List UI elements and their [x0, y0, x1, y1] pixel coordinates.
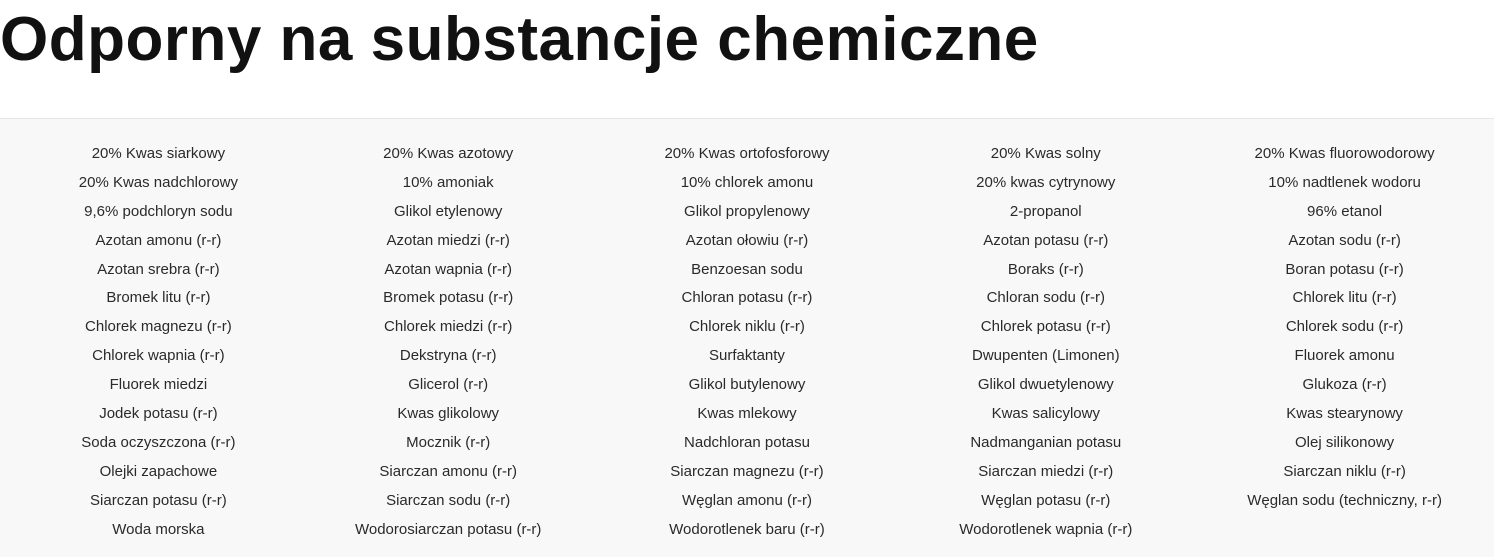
chemical-item: Azotan miedzi (r-r)	[386, 231, 510, 249]
chemical-item: Chlorek magnezu (r-r)	[85, 318, 232, 336]
chemical-item: Dwupenten (Limonen)	[971, 347, 1120, 365]
chemical-item: Węglan sodu (techniczny, r-r)	[1247, 491, 1442, 509]
chemical-item: Glukoza (r-r)	[1302, 376, 1387, 394]
chemical-item: Glikol etylenowy	[394, 202, 503, 220]
chemical-item: Chlorek litu (r-r)	[1292, 289, 1397, 307]
chemical-item: 10% chlorek amonu	[680, 173, 814, 191]
chemical-item: Wodorosiarczan potasu (r-r)	[354, 520, 542, 538]
chemical-item: Chloran sodu (r-r)	[986, 289, 1105, 307]
chemical-column-2	[299, 140, 598, 544]
chemical-item: Chlorek niklu (r-r)	[689, 318, 805, 336]
chemical-item: Węglan amonu (r-r)	[681, 491, 813, 509]
chemical-item: Bromek potasu (r-r)	[383, 289, 514, 307]
chemical-item: 10% amoniak	[402, 173, 494, 191]
chemical-item: Chlorek wapnia (r-r)	[92, 347, 225, 365]
chemical-item: Azotan sodu (r-r)	[1288, 231, 1401, 249]
chemical-item: Siarczan potasu (r-r)	[90, 491, 227, 509]
chemical-item: Nadchloran potasu	[684, 433, 810, 451]
chemical-item: Glikol dwuetylenowy	[977, 376, 1114, 394]
chemical-item: Azotan ołowiu (r-r)	[685, 231, 809, 249]
chemical-item: 2-propanol	[1009, 202, 1082, 220]
chemical-column-3	[598, 140, 897, 544]
chemical-item: Azotan wapnia (r-r)	[384, 260, 512, 278]
chemical-item: 20% Kwas azotowy	[383, 145, 514, 162]
chemical-item: Azotan amonu (r-r)	[95, 231, 222, 249]
chemical-item: Węglan potasu (r-r)	[981, 491, 1111, 509]
chemical-item: 20% Kwas siarkowy	[91, 145, 226, 162]
chemical-item: 20% Kwas nadchlorowy	[78, 173, 239, 191]
chemical-item: Kwas stearynowy	[1286, 405, 1403, 423]
chemical-item: Wodorotlenek wapnia (r-r)	[959, 520, 1133, 538]
chemical-item: Kwas glikolowy	[397, 405, 500, 423]
chemical-item: Boraks (r-r)	[1007, 260, 1084, 278]
chemical-item: Nadmanganian potasu	[970, 433, 1122, 451]
chemical-item: Chlorek sodu (r-r)	[1285, 318, 1404, 336]
chemical-item: Kwas salicylowy	[991, 405, 1100, 423]
chemical-item: Azotan srebra (r-r)	[97, 260, 220, 278]
chemical-item: 96% etanol	[1307, 202, 1383, 220]
chemical-item: Chlorek miedzi (r-r)	[384, 318, 513, 336]
chemical-item: Fluorek amonu	[1294, 347, 1395, 365]
chemical-column-5	[1195, 140, 1494, 544]
chemical-item: Dekstryna (r-r)	[399, 347, 497, 365]
chemical-item: Surfaktanty	[709, 347, 785, 365]
chemical-item: 20% Kwas solny	[990, 145, 1101, 162]
chemical-item: 20% Kwas ortofosforowy	[664, 145, 830, 162]
chemical-item: 10% nadtlenek wodoru	[1268, 173, 1421, 191]
chemical-item: Benzoesan sodu	[691, 260, 803, 278]
chemical-item: Siarczan miedzi (r-r)	[978, 462, 1114, 480]
chemical-item: 9,6% podchloryn sodu	[84, 202, 233, 220]
chemical-item: Woda morska	[112, 520, 205, 538]
chemical-item: Siarczan magnezu (r-r)	[670, 462, 824, 480]
chemical-item: Chloran potasu (r-r)	[681, 289, 813, 307]
chemical-item: Olejki zapachowe	[99, 462, 218, 480]
chemical-item: Bromek litu (r-r)	[106, 289, 211, 307]
chemical-item: Jodek potasu (r-r)	[99, 405, 218, 423]
chemical-item: Mocznik (r-r)	[406, 433, 491, 451]
chemical-item: Siarczan sodu (r-r)	[386, 491, 511, 509]
chemical-list-grid	[0, 140, 1494, 544]
chemical-item: Glikol butylenowy	[688, 376, 806, 394]
chemical-item: 20% kwas cytrynowy	[976, 173, 1116, 191]
page-title: Odporny na substancje chemiczne	[0, 5, 1039, 74]
chemical-item: 20% Kwas fluorowodorowy	[1254, 145, 1435, 162]
chemical-item: Olej silikonowy	[1294, 433, 1395, 451]
chemical-item: Glikol propylenowy	[684, 202, 810, 220]
chemical-item: Kwas mlekowy	[697, 405, 797, 423]
chemical-item: Chlorek potasu (r-r)	[980, 318, 1111, 336]
chemical-item: Wodorotlenek baru (r-r)	[669, 520, 825, 538]
chemical-item: Boran potasu (r-r)	[1285, 260, 1404, 278]
chemical-item: Siarczan amonu (r-r)	[379, 462, 517, 480]
chemical-resistance-panel	[0, 118, 1494, 557]
chemical-item: Azotan potasu (r-r)	[983, 231, 1109, 249]
chemical-column-4	[896, 140, 1195, 544]
chemical-item: Glicerol (r-r)	[408, 376, 489, 394]
chemical-item: Fluorek miedzi	[109, 376, 208, 394]
chemical-item: Siarczan niklu (r-r)	[1283, 462, 1406, 480]
chemical-column-1	[0, 140, 299, 544]
chemical-item: Soda oczyszczona (r-r)	[81, 433, 236, 451]
